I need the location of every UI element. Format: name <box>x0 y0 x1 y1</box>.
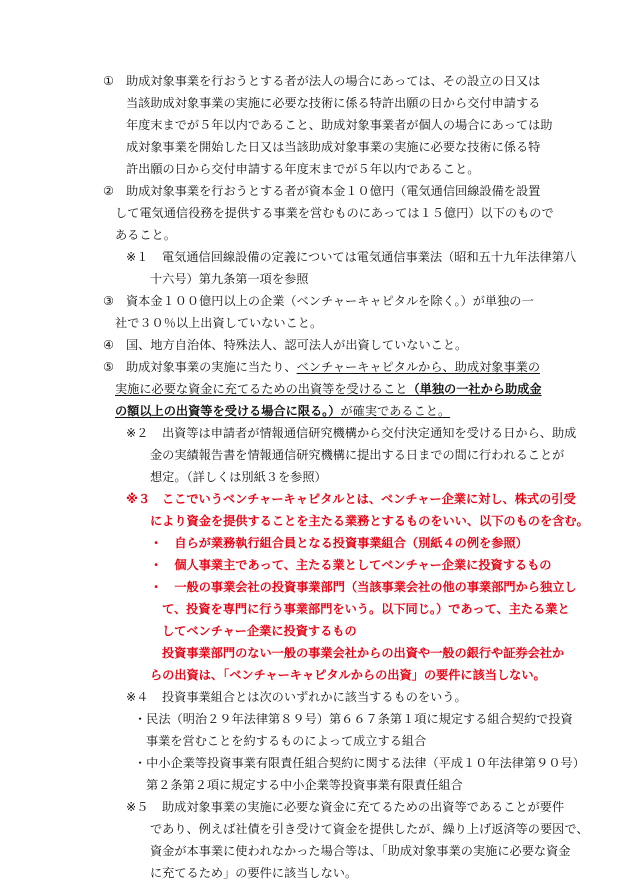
note-5-line: 助成対象事業の実施に必要な資金に充てるための出資等であることが要件 <box>162 800 565 814</box>
item-5-number: ⑤ <box>103 360 114 374</box>
item-1-line: 当該助成対象事業の実施に必要な技術に係る特許出願の日から交付申請する <box>126 96 541 110</box>
item-5-bold-text: の額以上の出資等を受ける場合に限る。） <box>115 404 341 418</box>
item-5-line <box>115 380 542 398</box>
item-5-line <box>115 402 450 420</box>
note-1-mark: ※１ <box>126 250 149 264</box>
note-3-bullet: ・ 個人事業主であって、主たる業としてベンチャー企業に投資するもの <box>150 558 552 572</box>
item-4-line: 国、地方自治体、特殊法人、認可法人が出資していないこと。 <box>126 338 468 352</box>
note-1-line: 電気通信回線設備の定義については電気通信事業法（昭和五十九年法律第八 <box>162 250 577 264</box>
note-5-mark: ※５ <box>126 800 149 814</box>
note-1-line: 十六号）第九条第一項を参照 <box>150 272 309 286</box>
item-3-line: 社で３０％以上出資していないこと。 <box>115 316 323 330</box>
note-4-subitem: 事業を営むことを約するものによって成立する組合 <box>146 734 427 748</box>
note-3-paragraph: らの出資は、「ベンチャーキャピタルからの出資」の要件に該当しない。 <box>150 668 546 682</box>
item-2-line: あること。 <box>115 228 176 242</box>
note-3-bullet-cont: してベンチャー企業に投資するもの <box>162 624 357 638</box>
note-2-mark: ※２ <box>126 426 149 440</box>
note-5-line: であり、例えば社債を引き受けて資金を提供したが、繰り上げ返済等の要因で、 <box>150 822 589 836</box>
item-1-line: 年度末までが５年以内であること、助成対象事業者が個人の場合にあっては助 <box>126 118 553 132</box>
note-3-paragraph: 投資事業部門のない一般の事業会社からの出資や一般の銀行や証券会社か <box>162 646 565 660</box>
note-3-line: ここでいうベンチャーキャピタルとは、ベンチャー企業に対し、株式の引受 <box>162 492 576 506</box>
note-3-mark: ※３ <box>126 492 151 506</box>
note-4-subitem: 第２条第２項に規定する中小企業等投資事業有限責任組合 <box>146 778 463 792</box>
note-4-line: 投資事業組合とは次のいずれかに該当するものをいう。 <box>162 690 467 704</box>
note-3-bullet: ・ 一般の事業会社の投資事業部門（当該事業会社の他の事業部門から独立し <box>150 580 577 594</box>
item-3-number: ③ <box>103 294 114 308</box>
item-5-line <box>126 358 540 376</box>
note-3-bullet: ・ 自らが業務執行組合員となる投資事業組合（別紙４の例を参照） <box>150 536 528 550</box>
note-3-bullet-cont: て、投資を専門に行う事業部門をいう。以下同じ。）であって、主たる業と <box>162 602 570 616</box>
item-2-line: 助成対象事業を行おうとする者が資本金１０億円（電気通信回線設備を設置 <box>126 184 541 198</box>
note-2-line: 想定。（詳しくは別紙３を参照） <box>150 470 327 484</box>
item-5-underlined-text: 実施に必要な資金に充てるための出資等を受けること <box>115 382 408 396</box>
note-4-mark: ※４ <box>126 690 149 704</box>
note-2-line: 金の実績報告書を情報通信研究機構に提出する日までの間に行われることが <box>150 448 565 462</box>
note-3-line: により資金を提供することを主たる業務とするものをいい、以下のものを含む。 <box>150 514 589 528</box>
note-4-subitem: ・中小企業等投資事業有限責任組合契約に関する法律（平成１０年法律第９０号） <box>134 756 585 770</box>
item-1-number: ① <box>103 74 114 88</box>
item-1-line: 成対象事業を開始した日又は当該助成対象事業の実施に必要な技術に係る特 <box>126 140 541 154</box>
item-4-number: ④ <box>103 338 114 352</box>
item-1-line: 助成対象事業を行おうとする者が法人の場合にあっては、その設立の日又は <box>126 74 541 88</box>
item-2-number: ② <box>103 184 114 198</box>
item-5-underlined-text: が確実であること。 <box>340 404 451 418</box>
item-1-line: 許出願の日から交付申請する年度末までが５年以内であること。 <box>126 162 480 176</box>
note-2-line: 出資等は申請者が情報通信研究機構から交付決定通知を受ける日から、助成 <box>162 426 577 440</box>
item-3-line: 資本金１００億円以上の企業（ベンチャーキャピタルを除く。）が単独の一 <box>126 294 534 308</box>
item-5-underlined-text: ベンチャーキャピタルから、助成対象事業の <box>296 360 541 374</box>
item-5-bold-text: （単独の一社から助成金 <box>407 382 542 396</box>
note-4-subitem: ・民法（明治２９年法律第８９号）第６６７条第１項に規定する組合契約で投資 <box>134 712 573 726</box>
item-2-line: して電気通信役務を提供する事業を営むものにあっては１５億円）以下のもので <box>115 206 554 220</box>
item-5-text: 助成対象事業の実施に当たり、 <box>126 360 297 374</box>
note-5-line: 資金が本事業に使われなかった場合等は、「助成対象事業の実施に必要な資金 <box>150 844 571 858</box>
note-5-line: に充てるため」の要件に該当しない。 <box>150 866 358 880</box>
